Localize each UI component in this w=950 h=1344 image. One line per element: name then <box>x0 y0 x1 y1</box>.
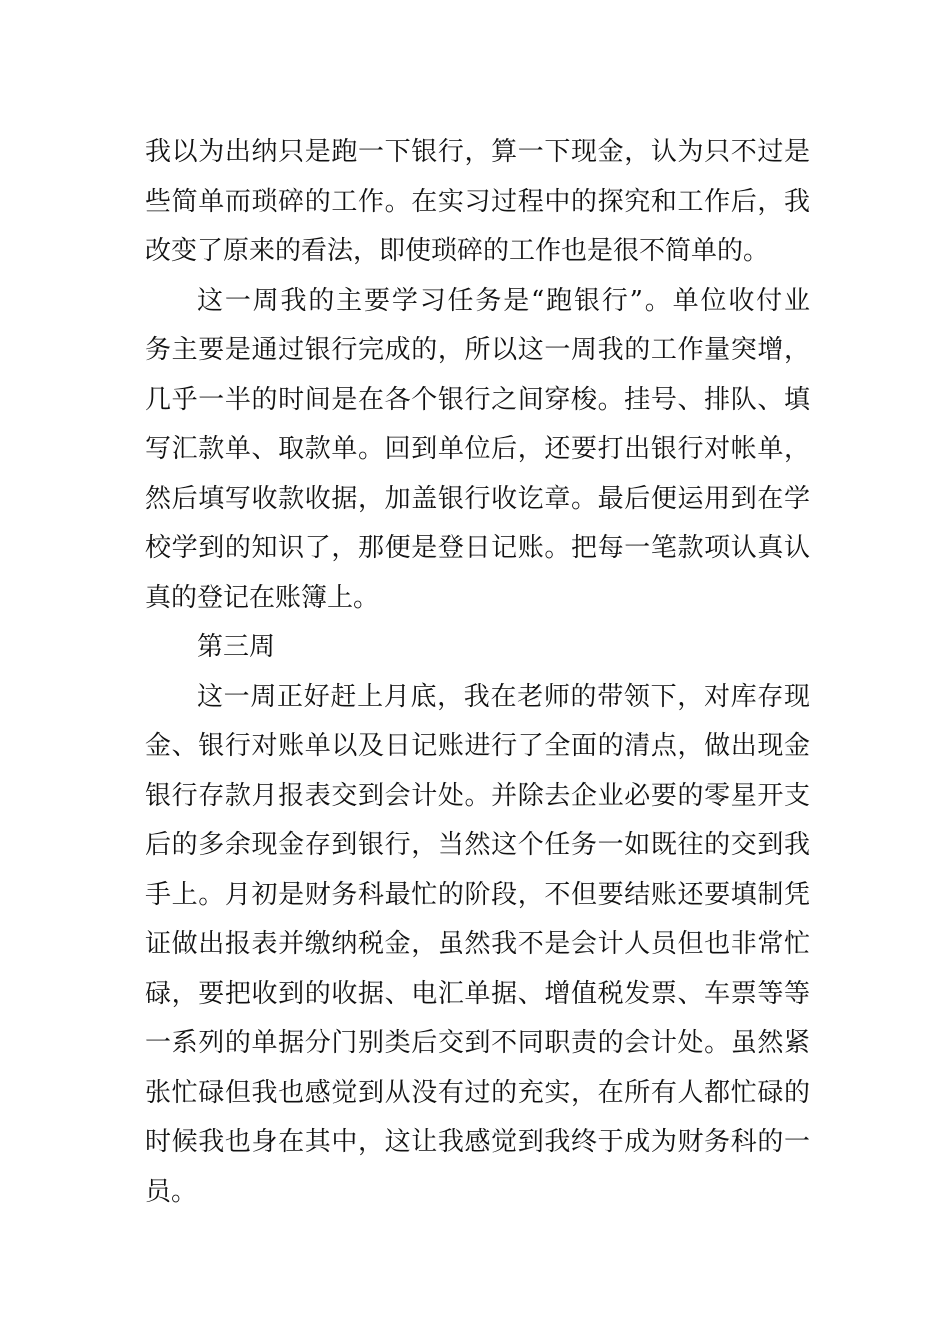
section-heading-week-three <box>145 623 810 673</box>
text-line: 务主要是通过银行完成的，所以这一周我的工作量突增， <box>145 335 810 365</box>
text-line: 后的多余现金存到银行，当然这个任务一如既往的交到我 <box>145 830 810 860</box>
document-page <box>145 128 810 1217</box>
paragraph-bank-duties <box>145 277 810 624</box>
text-line: 我以为出纳只是跑一下银行，算一下现金，认为只不过是 <box>145 137 810 167</box>
heading-line: 第三周 <box>197 632 276 662</box>
text-line: 张忙碌但我也感觉到从没有过的充实，在所有人都忙碌的 <box>145 1077 810 1108</box>
text-line: 这一周我的主要学习任务是“跑银行”。单位收付业 <box>197 285 810 316</box>
text-line: 碌，要把收到的收据、电汇单据、增值税发票、车票等等 <box>145 978 810 1009</box>
text-line: 几乎一半的时间是在各个银行之间穿梭。挂号、排队、填 <box>145 384 810 415</box>
paragraph-month-end <box>145 673 810 1218</box>
text-line: 然后填写收款收据，加盖银行收讫章。最后便运用到在学 <box>145 483 810 514</box>
text-line: 一系列的单据分门别类后交到不同职责的会计处。虽然紧 <box>145 1028 810 1058</box>
text-line: 金、银行对账单以及日记账进行了全面的清点，做出现金 <box>145 731 810 761</box>
text-line: 员。 <box>145 1176 198 1207</box>
text-line: 真的登记在账簿上。 <box>145 582 380 613</box>
text-line: 这一周正好赶上月底，我在老师的带领下，对库存现 <box>197 681 810 712</box>
text-line: 校学到的知识了，那便是登日记账。把每一笔款项认真认 <box>145 533 810 563</box>
text-line: 证做出报表并缴纳税金，虽然我不是会计人员但也非常忙 <box>145 929 810 959</box>
paragraph-intro <box>145 128 810 277</box>
text-line: 写汇款单、取款单。回到单位后，还要打出银行对帐单， <box>145 434 810 464</box>
text-line: 改变了原来的看法，即使琐碎的工作也是很不简单的。 <box>145 236 770 266</box>
text-line: 手上。月初是财务科最忙的阶段，不但要结账还要填制凭 <box>145 879 810 910</box>
text-line: 些简单而琐碎的工作。在实习过程中的探究和工作后，我 <box>145 186 810 217</box>
text-line: 时候我也身在其中，这让我感觉到我终于成为财务科的一 <box>145 1127 810 1157</box>
text-line: 银行存款月报表交到会计处。并除去企业必要的零星开支 <box>145 780 810 811</box>
